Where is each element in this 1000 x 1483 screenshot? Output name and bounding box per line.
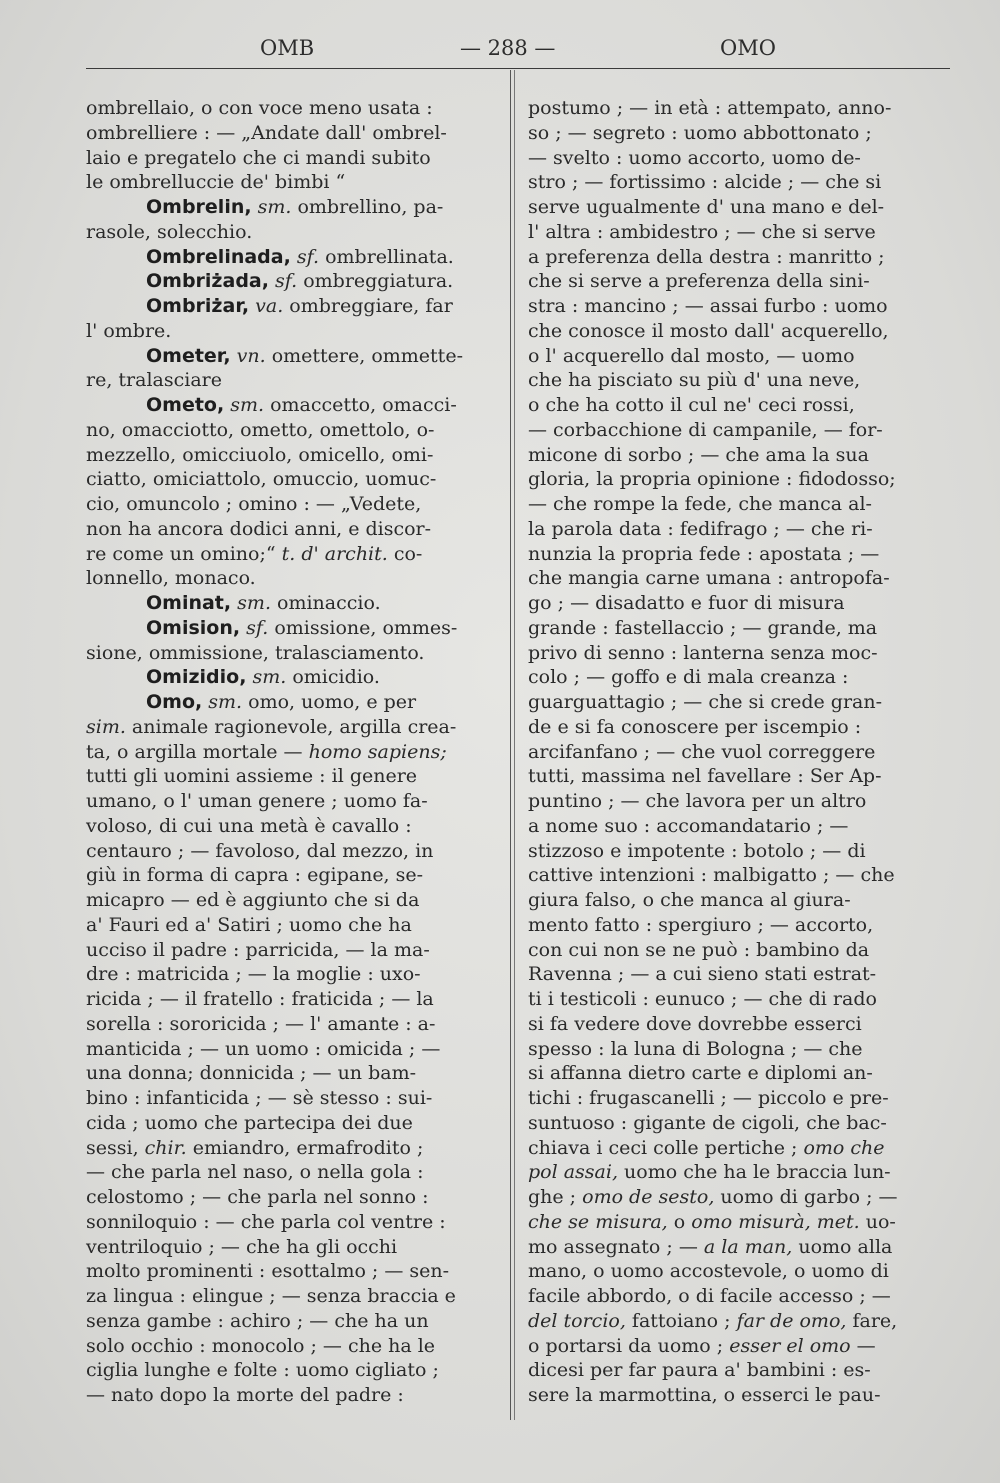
body-text: una donna; donnicida ; — un bam- [86, 1062, 417, 1085]
body-text: ucciso il padre : parricida, — la ma- [86, 938, 430, 961]
text-line [528, 1309, 946, 1334]
body-text: dicesi per far paura a' bambini : es- [528, 1359, 871, 1382]
body-text: no, omacciotto, ometto, omettolo, o- [86, 418, 435, 441]
header-left-guideword: OMB [260, 36, 315, 60]
right-column [528, 96, 946, 1408]
body-text: fattoiano ; [625, 1309, 737, 1332]
body-text: rasole, solecchio. [86, 220, 253, 243]
body-text: omaccetto, omacci- [264, 394, 457, 416]
text-line [86, 1334, 492, 1359]
entry-headword-line [86, 690, 492, 715]
body-text: laio e pregatelo che ci mandi subito [86, 146, 431, 169]
italic-text: a la man, [703, 1235, 793, 1258]
body-text: giura falso, o che manca al giura- [528, 889, 851, 911]
entry-headword-line [86, 344, 492, 369]
text-line [528, 245, 946, 270]
italic-text: del torcio, [528, 1309, 626, 1332]
text-line [528, 1334, 946, 1359]
text-line [86, 1383, 492, 1408]
body-text: che conosce il mosto dall' acquerello, [528, 319, 889, 342]
body-text: animale ragionevole, argilla crea- [125, 715, 457, 738]
text-line [86, 418, 492, 443]
text-line [528, 665, 946, 690]
text-line [528, 962, 946, 987]
body-text: omettere, ommette- [265, 344, 463, 367]
body-text: go ; — disadatto e fuor di misura [528, 592, 845, 614]
text-line [528, 987, 946, 1012]
italic-text: esser el omo [729, 1334, 851, 1357]
text-line [528, 1259, 946, 1284]
text-line [528, 690, 946, 715]
body-text: che ha pisciato su più d' una neve, [528, 369, 861, 392]
entry-headword-line [86, 616, 492, 641]
body-text: emiandro, ermafrodito ; [186, 1136, 424, 1159]
body-text: giù in forma di capra : egipane, se- [86, 864, 424, 887]
text-line [86, 492, 492, 517]
text-line [86, 740, 492, 765]
text-line [528, 294, 946, 319]
body-text: postumo ; — in età : attempato, anno- [528, 97, 892, 119]
text-line [86, 839, 492, 864]
italic-text: vn. [236, 344, 266, 367]
text-line [528, 418, 946, 443]
text-line [528, 393, 946, 418]
text-line [86, 1309, 492, 1334]
body-text: umano, o l' uman genere ; uomo fa- [86, 790, 428, 812]
body-text: co- [387, 542, 423, 565]
body-text: o [667, 1210, 692, 1233]
column-divider [510, 70, 511, 1420]
body-text: ombreggiare, far [283, 295, 453, 317]
text-line [528, 616, 946, 641]
text-line [86, 566, 492, 591]
body-text: che si serve a preferenza della sini- [528, 270, 870, 293]
body-text: che mangia carne umana : antropofa- [528, 567, 890, 590]
headword: Ombriżada, [146, 270, 269, 293]
text-line [86, 170, 492, 195]
body-text: puntino ; — che lavora per un altro [528, 790, 867, 812]
header-right-guideword: OMO [720, 36, 776, 60]
text-line [528, 517, 946, 542]
entry-headword-line [86, 393, 492, 418]
text-line [86, 1012, 492, 1037]
body-text: uo- [859, 1210, 896, 1233]
body-text: de e si fa conoscere per iscempio : [528, 715, 862, 738]
body-text: colo ; — goffo e di mala creanza : [528, 666, 849, 689]
body-text: si affanna dietro carte e diplomi an- [528, 1062, 873, 1085]
body-text: sonniloquio : — che parla col ventre : [86, 1210, 446, 1233]
body-text: uomo di garbo ; — [714, 1186, 898, 1208]
body-text: voloso, di cui una metà è cavallo : [86, 814, 412, 837]
body-text: mezzello, omicciuolo, omicello, omi- [86, 443, 434, 466]
text-line [528, 839, 946, 864]
text-line [86, 1358, 492, 1383]
text-line [528, 1012, 946, 1037]
body-text: — nato dopo la morte del padre : [86, 1384, 404, 1406]
body-text: re, tralasciare [86, 369, 222, 392]
body-text: cattive intenzioni : malbigatto ; — che [528, 864, 895, 887]
body-text: suntuoso : gigante de cigoli, che bac- [528, 1111, 887, 1134]
text-line [528, 888, 946, 913]
text-line [528, 1086, 946, 1111]
body-text: spesso : la luna di Bologna ; — che [528, 1037, 863, 1060]
column-divider-inner [514, 70, 515, 1420]
body-text: ghe ; [528, 1186, 583, 1208]
body-text: micapro — ed è aggiunto che si da [86, 889, 420, 911]
body-text: ciatto, omiciattolo, omuccio, uomuc- [86, 468, 437, 491]
italic-text: t. d' archit. [281, 542, 388, 565]
italic-text: sf. [246, 616, 269, 639]
entry-headword-line [86, 269, 492, 294]
body-text: ominaccio. [270, 592, 381, 614]
text-line [528, 566, 946, 591]
body-text: uomo alla [792, 1235, 893, 1258]
body-text: facile abbordo, o di facile accesso ; — [528, 1285, 891, 1307]
text-line [528, 368, 946, 393]
text-line [528, 1210, 946, 1235]
body-text: uomo che ha le braccia lun- [618, 1161, 891, 1184]
text-line [86, 913, 492, 938]
body-text: re come un omino;“ [86, 542, 282, 565]
text-line [86, 1111, 492, 1136]
text-line [528, 641, 946, 666]
text-line [528, 492, 946, 517]
body-text: cio, omuncolo ; omino : — „Vedete, [86, 493, 422, 515]
headword: Omizidio, [146, 666, 247, 689]
italic-text: omo che [803, 1136, 885, 1159]
body-text: micone di sorbo ; — che ama la sua [528, 443, 869, 466]
body-text: — che parla nel naso, o nella gola : [86, 1161, 424, 1184]
body-text: non ha ancora dodici anni, e discor- [86, 517, 432, 540]
text-line [86, 121, 492, 146]
text-line [86, 962, 492, 987]
text-line [86, 1284, 492, 1309]
body-text: Ravenna ; — a cui sieno stati estrat- [528, 963, 877, 986]
body-text: guarguattagio ; — che si crede gran- [528, 691, 883, 713]
text-line [528, 863, 946, 888]
text-line [528, 1136, 946, 1161]
body-text: stizzoso e impotente : botolo ; — di [528, 839, 866, 862]
text-line [528, 170, 946, 195]
body-text: a' Fauri ed a' Satiri ; uomo che ha [86, 913, 412, 936]
text-line [528, 344, 946, 369]
italic-text: omo misurà, met. [691, 1210, 860, 1233]
italic-text: sm. [230, 394, 265, 416]
headword: Ometo, [146, 394, 225, 416]
body-text: mano, o uomo accostevole, o uomo di [528, 1260, 889, 1283]
text-line [86, 517, 492, 542]
body-text: centauro ; — favoloso, dal mezzo, in [86, 839, 434, 862]
body-text: l' altra : ambidestro ; — che si serve [528, 220, 876, 243]
body-text: ombrellino, pa- [291, 196, 444, 218]
text-line [528, 1037, 946, 1062]
text-line [528, 269, 946, 294]
text-line [86, 1210, 492, 1235]
body-text: ti i testicoli : eunuco ; — che di rado [528, 988, 877, 1010]
entry-headword-line [86, 665, 492, 690]
body-text: gloria, la propria opinione : fidodosso; [528, 468, 896, 491]
body-text: privo di senno : lanterna senza moc- [528, 641, 878, 664]
body-text: lonnello, monaco. [86, 567, 256, 590]
text-line [86, 1037, 492, 1062]
italic-text: homo sapiens; [308, 740, 447, 763]
text-line [528, 1111, 946, 1136]
body-text: manticida ; — un uomo : omicida ; — [86, 1037, 441, 1060]
body-text: sessi, [86, 1136, 145, 1159]
text-line [86, 1259, 492, 1284]
body-text: ventriloquio ; — che ha gli occhi [86, 1235, 398, 1258]
text-line [528, 591, 946, 616]
italic-text: sf. [296, 245, 320, 268]
body-text: a nome suo : accomandatario ; — [528, 814, 849, 837]
body-text: molto prominenti : esottalmo ; — sen- [86, 1260, 450, 1283]
italic-text: sm. [237, 592, 271, 614]
headword: Ominat, [146, 592, 232, 614]
body-text: ciglia lunghe e folte : uomo cigliato ; [86, 1359, 439, 1382]
text-line [528, 542, 946, 567]
body-text: — corbacchione di campanile, — for- [528, 418, 883, 441]
italic-text: sm. [208, 691, 243, 713]
text-line [528, 121, 946, 146]
body-text: — svelto : uomo accorto, uomo de- [528, 146, 861, 169]
text-line [86, 938, 492, 963]
body-text: serve ugualmente d' una mano e del- [528, 196, 885, 218]
italic-text: sm. [257, 196, 292, 218]
text-line [528, 1383, 946, 1408]
text-line [86, 888, 492, 913]
text-line [86, 764, 492, 789]
headword: Ombrelin, [146, 196, 252, 218]
body-text: bino : infanticida ; — sè stesso : sui- [86, 1087, 433, 1109]
entry-headword-line [86, 294, 492, 319]
body-text: sorella : sororicida ; — l' amante : a- [86, 1012, 436, 1035]
text-line [528, 1185, 946, 1210]
body-text: za lingua : elingue ; — senza braccia e [86, 1285, 456, 1307]
text-line [86, 368, 492, 393]
italic-text: sm. [252, 666, 287, 689]
italic-text: va. [255, 295, 284, 317]
text-line [528, 1160, 946, 1185]
page-number: — 288 — [460, 36, 556, 60]
body-text: so ; — segreto : uomo abbottonato ; [528, 121, 872, 144]
body-text: celostomo ; — che parla nel sonno : [86, 1186, 429, 1208]
body-text: a preferenza della destra : manritto ; [528, 245, 885, 268]
body-text: sere la marmottina, o esserci le pau- [528, 1384, 881, 1406]
entry-headword-line [86, 591, 492, 616]
body-text: grande : fastellaccio ; — grande, ma [528, 616, 878, 639]
text-line [86, 467, 492, 492]
text-line [528, 319, 946, 344]
text-line [86, 715, 492, 740]
text-line [528, 715, 946, 740]
body-text: con cui non se ne può : bambino da [528, 938, 870, 961]
body-text: ta, o argilla mortale — [86, 740, 309, 763]
headword: Ombrelinada, [146, 245, 291, 268]
body-text: — [850, 1334, 876, 1357]
body-text: ombreggiatura. [297, 270, 454, 293]
body-text: senza gambe : achiro ; — che ha un [86, 1309, 429, 1332]
body-text: o l' acquerello dal mosto, — uomo [528, 344, 855, 367]
text-line [528, 1061, 946, 1086]
text-line [528, 938, 946, 963]
headword: Ombriżar, [146, 295, 250, 317]
text-line [86, 1235, 492, 1260]
body-text: solo occhio : monocolo ; — che ha le [86, 1334, 436, 1357]
body-text: dre : matricida ; — la moglie : uxo- [86, 963, 421, 986]
headword: Omo, [146, 691, 203, 713]
text-line [86, 814, 492, 839]
body-text: le ombrelluccie de' bimbi “ [86, 171, 346, 194]
text-line [86, 1185, 492, 1210]
body-text: omo, uomo, e per [242, 691, 417, 713]
body-text: la parola data : fedifrago ; — che ri- [528, 517, 873, 540]
body-text: ombrelliere : — „Andate dall' ombrel- [86, 121, 447, 144]
body-text: — che rompe la fede, che manca al- [528, 493, 872, 515]
body-text: ombrellinata. [319, 245, 454, 268]
text-line [528, 740, 946, 765]
text-line [86, 1086, 492, 1111]
italic-text: pol assai, [528, 1161, 618, 1184]
text-line [86, 542, 492, 567]
body-text: o che ha cotto il cul ne' ceci rossi, [528, 394, 855, 416]
text-line [86, 443, 492, 468]
headword: Ometer, [146, 344, 231, 367]
body-text: omissione, ommes- [268, 616, 458, 639]
body-text: si fa vedere dove dovrebbe esserci [528, 1012, 862, 1035]
body-text: omicidio. [286, 666, 380, 689]
text-line [528, 195, 946, 220]
italic-text: far de omo, [736, 1309, 847, 1332]
body-text: chiava i ceci colle pertiche ; [528, 1136, 804, 1159]
italic-text: sf. [275, 270, 298, 293]
body-text: stra : mancino ; — assai furbo : uomo [528, 295, 888, 317]
body-text: mo assegnato ; — [528, 1235, 704, 1258]
body-text: o portarsi da uomo ; [528, 1334, 730, 1357]
text-line [528, 220, 946, 245]
text-line [86, 146, 492, 171]
page-header [86, 36, 950, 66]
body-text: fare, [846, 1309, 898, 1332]
body-text: mento fatto : spergiuro ; — accorto, [528, 913, 874, 936]
entry-headword-line [86, 195, 492, 220]
text-line [528, 96, 946, 121]
body-text: tutti gli uomini assieme : il genere [86, 765, 418, 788]
body-text: nunzia la propria fede : apostata ; — [528, 542, 880, 565]
text-line [86, 220, 492, 245]
text-line [86, 987, 492, 1012]
body-text: tutti, massima nel favellare : Ser Ap- [528, 765, 882, 788]
text-line [86, 789, 492, 814]
text-line [528, 146, 946, 171]
italic-text: che se misura, [528, 1210, 668, 1233]
body-text: tichi : frugascanelli ; — piccolo e pre- [528, 1087, 889, 1109]
headword: Omision, [146, 616, 241, 639]
text-line [86, 1061, 492, 1086]
body-text: stro ; — fortissimo : alcide ; — che si [528, 171, 882, 194]
text-line [86, 319, 492, 344]
text-line [86, 1136, 492, 1161]
body-text: cida ; uomo che partecipa dei due [86, 1111, 413, 1134]
body-text: ricida ; — il fratello : fraticida ; — la [86, 988, 434, 1010]
text-line [528, 913, 946, 938]
text-line [528, 814, 946, 839]
text-line [528, 443, 946, 468]
text-line [528, 789, 946, 814]
body-text: sione, ommissione, tralasciamento. [86, 641, 425, 664]
body-text: ombrellaio, o con voce meno usata : [86, 97, 433, 119]
text-line [528, 764, 946, 789]
italic-text: sim. [86, 715, 126, 738]
italic-text: omo de sesto, [582, 1186, 715, 1208]
text-line [86, 863, 492, 888]
text-line [86, 96, 492, 121]
text-line [528, 1284, 946, 1309]
text-line [86, 1160, 492, 1185]
body-text: arcifanfano ; — che vuol correggere [528, 740, 876, 763]
text-line [528, 1235, 946, 1260]
italic-text: chir. [144, 1136, 187, 1159]
header-rule [86, 68, 950, 69]
text-line [528, 1358, 946, 1383]
body-text: l' ombre. [86, 319, 172, 342]
entry-headword-line [86, 245, 492, 270]
text-line [528, 467, 946, 492]
left-column [86, 96, 492, 1408]
text-line [86, 641, 492, 666]
